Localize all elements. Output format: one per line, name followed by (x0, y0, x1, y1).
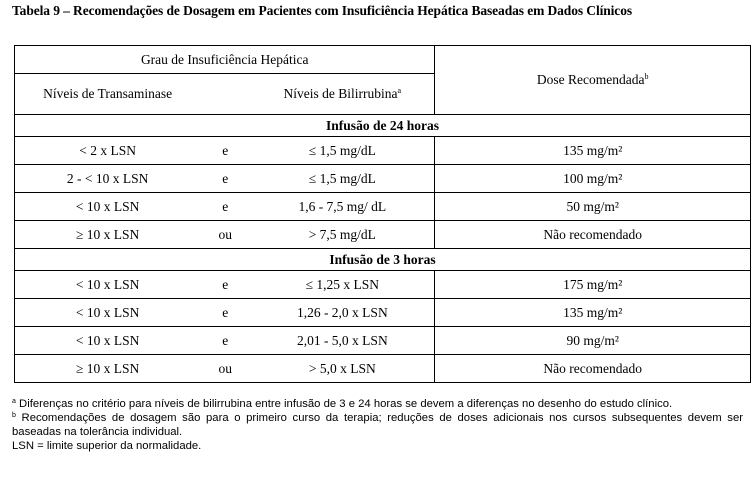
bilirubin-header-mark: a (397, 86, 402, 95)
table-title: Tabela 9 – Recomendações de Dosagem em Pacientes com Insuficiência Hepática Baseadas em Dados Clínicos (12, 3, 632, 18)
bilirubin-header: Níveis de Bilirrubina (283, 86, 398, 101)
dose-cell: Não recomendado (435, 355, 751, 383)
footnote-lsn-text: LSN = limite superior da normalidade. (12, 440, 202, 452)
group-header-cell (15, 46, 435, 74)
section-header: Infusão de 24 horas (15, 115, 751, 137)
bilirubin-cell: > 5,0 x LSN (250, 355, 435, 383)
bilirubin-cell: 2,01 - 5,0 x LSN (250, 327, 435, 355)
dose-header-mark: b (644, 72, 649, 81)
dosage-table (14, 45, 751, 383)
bilirubin-cell: ≤ 1,25 x LSN (250, 271, 435, 299)
footnote-a-mark: a (12, 398, 16, 405)
bilirubin-cell: ≤ 1,5 mg/dL (250, 137, 435, 165)
footnote-a (12, 397, 743, 411)
operator-cell: e (200, 165, 250, 193)
table-body (15, 115, 751, 383)
dose-cell: 50 mg/m² (435, 193, 751, 221)
transaminase-cell: < 10 x LSN (15, 327, 201, 355)
transaminase-cell: < 10 x LSN (15, 299, 201, 327)
transaminase-cell: ≥ 10 x LSN (15, 221, 201, 249)
table-row (15, 327, 751, 355)
transaminase-cell: < 10 x LSN (15, 271, 201, 299)
table-row (15, 271, 751, 299)
dose-cell: 135 mg/m² (435, 299, 751, 327)
transaminase-cell: < 10 x LSN (15, 193, 201, 221)
bilirubin-cell: ≤ 1,5 mg/dL (250, 165, 435, 193)
op-header-cell (200, 74, 250, 115)
footnote-a-text: Diferenças no critério para níveis de bilirrubina entre infusão de 3 e 24 horas se devem a diferenças no desenho do estudo clínico. (19, 398, 673, 410)
bilirubin-cell: 1,6 - 7,5 mg/ dL (250, 193, 435, 221)
transaminase-header: Níveis de Transaminase (43, 86, 173, 101)
bilirubin-header-cell (250, 74, 435, 115)
operator-cell: e (200, 193, 250, 221)
bilirubin-cell: 1,26 - 2,0 x LSN (250, 299, 435, 327)
transaminase-cell: < 2 x LSN (15, 137, 201, 165)
table-row (15, 193, 751, 221)
group-header: Grau de Insuficiência Hepática (140, 51, 309, 67)
dose-header: Dose Recomendada (536, 72, 645, 87)
table-row (15, 221, 751, 249)
bilirubin-cell: > 7,5 mg/dL (250, 221, 435, 249)
table-row (15, 137, 751, 165)
operator-cell: e (200, 271, 250, 299)
table-row (15, 299, 751, 327)
table-row (15, 165, 751, 193)
table-row (15, 355, 751, 383)
dose-cell: 100 mg/m² (435, 165, 751, 193)
transaminase-cell: ≥ 10 x LSN (15, 355, 201, 383)
section-header: Infusão de 3 horas (15, 249, 751, 271)
footnote-lsn (12, 439, 743, 453)
dose-header-cell (435, 46, 751, 115)
operator-cell: e (200, 327, 250, 355)
operator-cell: e (200, 299, 250, 327)
footnote-b (12, 411, 743, 439)
transaminase-cell: 2 - < 10 x LSN (15, 165, 201, 193)
operator-cell: ou (200, 355, 250, 383)
footnote-b-mark: b (12, 412, 16, 419)
operator-cell: e (200, 137, 250, 165)
dose-cell: 175 mg/m² (435, 271, 751, 299)
operator-cell: ou (200, 221, 250, 249)
dose-cell: 135 mg/m² (435, 137, 751, 165)
dose-cell: Não recomendado (435, 221, 751, 249)
dose-cell: 90 mg/m² (435, 327, 751, 355)
footnote-b-text: Recomendações de dosagem são para o primeiro curso da terapia; reduções de doses adicionais nos cursos subsequentes devem ser baseadas na tolerância individual. (12, 412, 744, 438)
footnotes (12, 397, 743, 453)
transaminase-header-cell (15, 74, 201, 115)
